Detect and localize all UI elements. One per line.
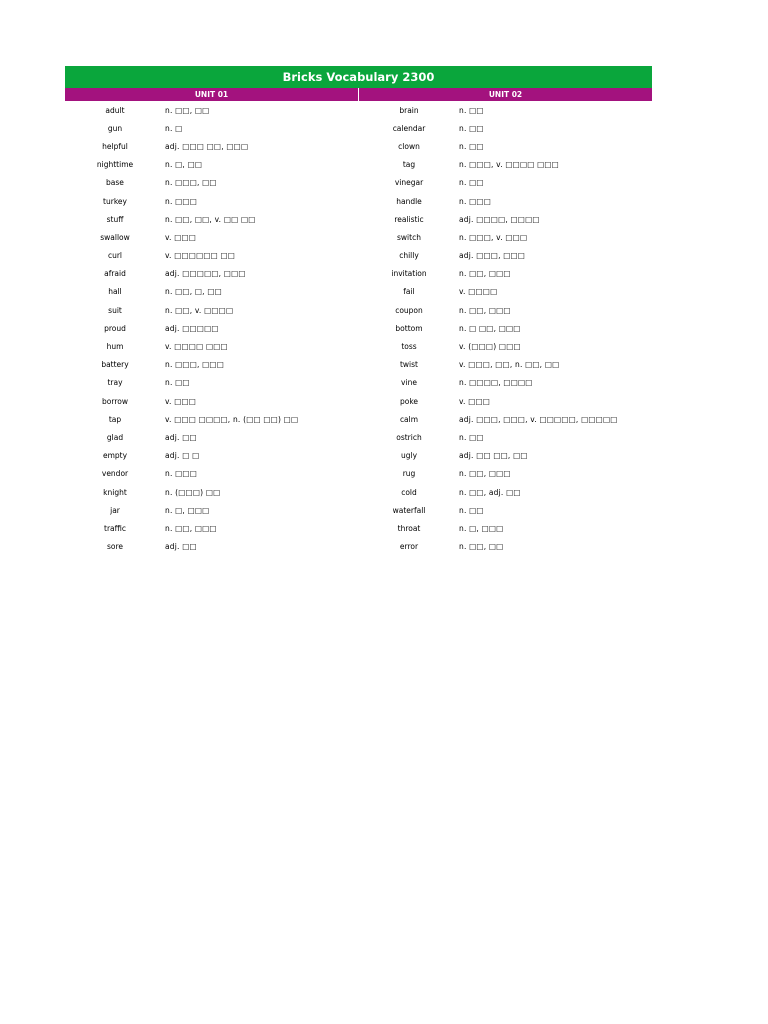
- vocab-word: brain: [399, 105, 419, 115]
- vocab-definition: v. □□□□: [459, 287, 498, 297]
- vocab-definition: n. □□□, v. □□□□ □□□: [459, 160, 559, 170]
- vocab-row: [359, 247, 652, 265]
- vocab-row: [65, 301, 359, 319]
- vocab-definition: n. □□, □□□: [459, 469, 511, 479]
- vocab-definition: n. □, □□□: [459, 523, 504, 533]
- vocab-word: realistic: [394, 214, 424, 224]
- vocab-word: tap: [108, 414, 122, 424]
- vocab-definition: v. (□□□) □□□: [459, 342, 521, 352]
- vocab-row: [359, 156, 652, 174]
- vocab-word: tag: [402, 160, 416, 170]
- vocab-row: [359, 392, 652, 410]
- vocab-definition: n. □□: [165, 378, 190, 388]
- vocab-definition: adj. □□□□, □□□□: [459, 214, 540, 224]
- vocab-word: fail: [403, 287, 415, 297]
- vocab-row: [359, 210, 652, 228]
- vocab-row: [359, 101, 652, 119]
- vocab-word: glad: [106, 432, 124, 442]
- vocab-word: vendor: [101, 469, 129, 479]
- vocab-word: hum: [106, 342, 124, 352]
- vocab-definition: adj. □□: [165, 542, 197, 552]
- vocab-definition: adj. □ □: [165, 451, 200, 461]
- vocab-row: [359, 501, 652, 519]
- vocab-row: [65, 210, 359, 228]
- vocab-row: [65, 192, 359, 210]
- vocab-word: calendar: [392, 123, 426, 133]
- vocab-definition: adj. □□□ □□, □□□: [165, 141, 249, 151]
- vocab-row: [359, 265, 652, 283]
- vocab-row: [359, 538, 652, 556]
- vocab-word: swallow: [100, 232, 130, 242]
- vocab-row: [359, 447, 652, 465]
- vocab-row: [359, 174, 652, 192]
- vocab-row: [359, 119, 652, 137]
- vocab-definition: n. □, □□□: [165, 505, 210, 515]
- vocab-word: traffic: [104, 523, 126, 533]
- vocab-definition: adj. □□ □□, □□: [459, 451, 528, 461]
- vocab-definition: n. □□□, □□: [165, 178, 217, 188]
- vocab-word: suit: [108, 305, 122, 315]
- vocab-word: handle: [396, 196, 422, 206]
- vocab-row: [359, 428, 652, 446]
- vocab-word: vine: [401, 378, 417, 388]
- vocab-row: [359, 228, 652, 246]
- vocab-row: [65, 374, 359, 392]
- vocab-word: bottom: [395, 323, 423, 333]
- vocab-definition: n. □□: [459, 178, 484, 188]
- unit-02-header: UNIT 02: [488, 90, 523, 99]
- vocab-definition: n. □□, □, □□: [165, 287, 222, 297]
- vocab-definition: n. □□□□, □□□□: [459, 378, 533, 388]
- vocab-definition: n. □□: [459, 123, 484, 133]
- vocab-word: switch: [397, 232, 421, 242]
- vocab-row: [65, 228, 359, 246]
- vocabulary-columns: [65, 101, 652, 556]
- unit-02-column: [359, 101, 652, 556]
- vocab-word: borrow: [102, 396, 128, 406]
- vocab-definition: n. □□, □□: [459, 542, 504, 552]
- vocab-definition: n. □□, □□, v. □□ □□: [165, 214, 256, 224]
- vocab-row: [65, 483, 359, 501]
- vocab-row: [65, 519, 359, 537]
- unit-header-bar: [65, 88, 652, 101]
- vocab-word: gun: [107, 123, 123, 133]
- vocab-word: ostrich: [396, 432, 422, 442]
- vocab-row: [359, 192, 652, 210]
- vocab-word: coupon: [395, 305, 423, 315]
- vocab-definition: n. □□: [459, 141, 484, 151]
- vocab-word: rug: [402, 469, 416, 479]
- vocab-word: sore: [106, 542, 124, 552]
- vocab-word: nighttime: [96, 160, 134, 170]
- vocabulary-sheet: [65, 66, 652, 556]
- vocab-row: [65, 356, 359, 374]
- vocab-row: [65, 410, 359, 428]
- vocab-definition: n. □: [165, 123, 183, 133]
- vocab-word: clown: [398, 141, 420, 151]
- vocab-row: [65, 101, 359, 119]
- vocab-row: [65, 337, 359, 355]
- vocab-word: chilly: [399, 251, 419, 261]
- vocab-definition: n. □□, □□□: [459, 269, 511, 279]
- vocab-row: [65, 319, 359, 337]
- vocab-row: [359, 465, 652, 483]
- sheet-title: Bricks Vocabulary 2300: [65, 66, 652, 88]
- vocab-word: stuff: [106, 214, 124, 224]
- vocab-row: [65, 392, 359, 410]
- vocab-row: [65, 501, 359, 519]
- vocab-definition: v. □□□□□□ □□: [165, 251, 236, 261]
- vocab-word: vinegar: [394, 178, 424, 188]
- vocab-definition: v. □□□: [165, 232, 197, 242]
- vocab-word: adult: [105, 105, 125, 115]
- vocab-definition: n. □ □□, □□□: [459, 323, 521, 333]
- vocab-row: [359, 374, 652, 392]
- vocab-definition: n. □□□: [459, 196, 491, 206]
- vocab-row: [359, 356, 652, 374]
- vocab-word: cold: [401, 487, 417, 497]
- vocab-row: [359, 410, 652, 428]
- vocab-row: [359, 319, 652, 337]
- vocab-word: twist: [399, 360, 418, 370]
- vocab-word: waterfall: [392, 505, 426, 515]
- vocab-definition: n. □□□: [165, 196, 197, 206]
- vocab-row: [65, 174, 359, 192]
- vocab-word: helpful: [102, 141, 128, 151]
- vocab-word: error: [399, 542, 419, 552]
- vocab-row: [65, 428, 359, 446]
- vocab-word: base: [106, 178, 124, 188]
- vocab-row: [359, 137, 652, 155]
- vocab-word: jar: [110, 505, 120, 515]
- vocab-definition: n. □, □□: [165, 160, 203, 170]
- unit-01-header: UNIT 01: [65, 88, 359, 101]
- vocab-definition: v. □□□, □□, n. □□, □□: [459, 360, 560, 370]
- vocab-row: [65, 265, 359, 283]
- vocab-row: [65, 137, 359, 155]
- vocab-definition: n. □□: [459, 505, 484, 515]
- unit-01-column: [65, 101, 359, 556]
- vocab-row: [65, 247, 359, 265]
- vocab-row: [65, 465, 359, 483]
- vocab-definition: v. □□□ □□□□, n. (□□ □□) □□: [165, 414, 299, 424]
- vocab-word: empty: [102, 451, 128, 461]
- vocab-word: turkey: [103, 196, 127, 206]
- vocab-word: hall: [108, 287, 122, 297]
- vocab-word: ugly: [400, 451, 418, 461]
- vocab-row: [65, 283, 359, 301]
- vocab-definition: adj. □□□, □□□, v. □□□□□, □□□□□: [459, 414, 618, 424]
- vocab-definition: v. □□□: [165, 396, 197, 406]
- vocab-row: [65, 119, 359, 137]
- vocab-definition: n. □□□, □□□: [165, 360, 225, 370]
- vocab-definition: adj. □□□□□: [165, 323, 219, 333]
- vocab-word: curl: [107, 251, 123, 261]
- vocab-definition: n. □□, □□: [165, 105, 210, 115]
- vocab-definition: n. □□□, v. □□□: [459, 232, 528, 242]
- vocab-definition: adj. □□□□□, □□□: [165, 269, 246, 279]
- vocab-definition: n. □□, □□□: [459, 305, 511, 315]
- vocab-definition: v. □□□□ □□□: [165, 342, 228, 352]
- vocab-row: [359, 283, 652, 301]
- vocab-word: proud: [104, 323, 126, 333]
- vocab-definition: adj. □□: [165, 432, 197, 442]
- vocab-definition: n. □□, adj. □□: [459, 487, 521, 497]
- vocab-row: [65, 156, 359, 174]
- vocab-row: [65, 447, 359, 465]
- vocab-word: tray: [107, 378, 123, 388]
- vocab-word: afraid: [104, 269, 126, 279]
- vocab-word: knight: [103, 487, 127, 497]
- vocab-definition: n. (□□□) □□: [165, 487, 221, 497]
- vocab-definition: n. □□, □□□: [165, 523, 217, 533]
- vocab-row: [359, 301, 652, 319]
- vocab-definition: n. □□, v. □□□□: [165, 305, 234, 315]
- vocab-word: battery: [101, 360, 129, 370]
- vocab-definition: n. □□: [459, 105, 484, 115]
- vocab-row: [359, 519, 652, 537]
- vocab-definition: v. □□□: [459, 396, 491, 406]
- vocab-row: [359, 483, 652, 501]
- vocab-word: invitation: [391, 269, 427, 279]
- vocab-word: poke: [399, 396, 419, 406]
- vocab-definition: n. □□□: [165, 469, 197, 479]
- vocab-word: toss: [401, 342, 417, 352]
- vocab-row: [359, 337, 652, 355]
- vocab-definition: n. □□: [459, 432, 484, 442]
- vocab-word: throat: [397, 523, 421, 533]
- vocab-word: calm: [399, 414, 419, 424]
- vocab-row: [65, 538, 359, 556]
- vocab-definition: adj. □□□, □□□: [459, 251, 526, 261]
